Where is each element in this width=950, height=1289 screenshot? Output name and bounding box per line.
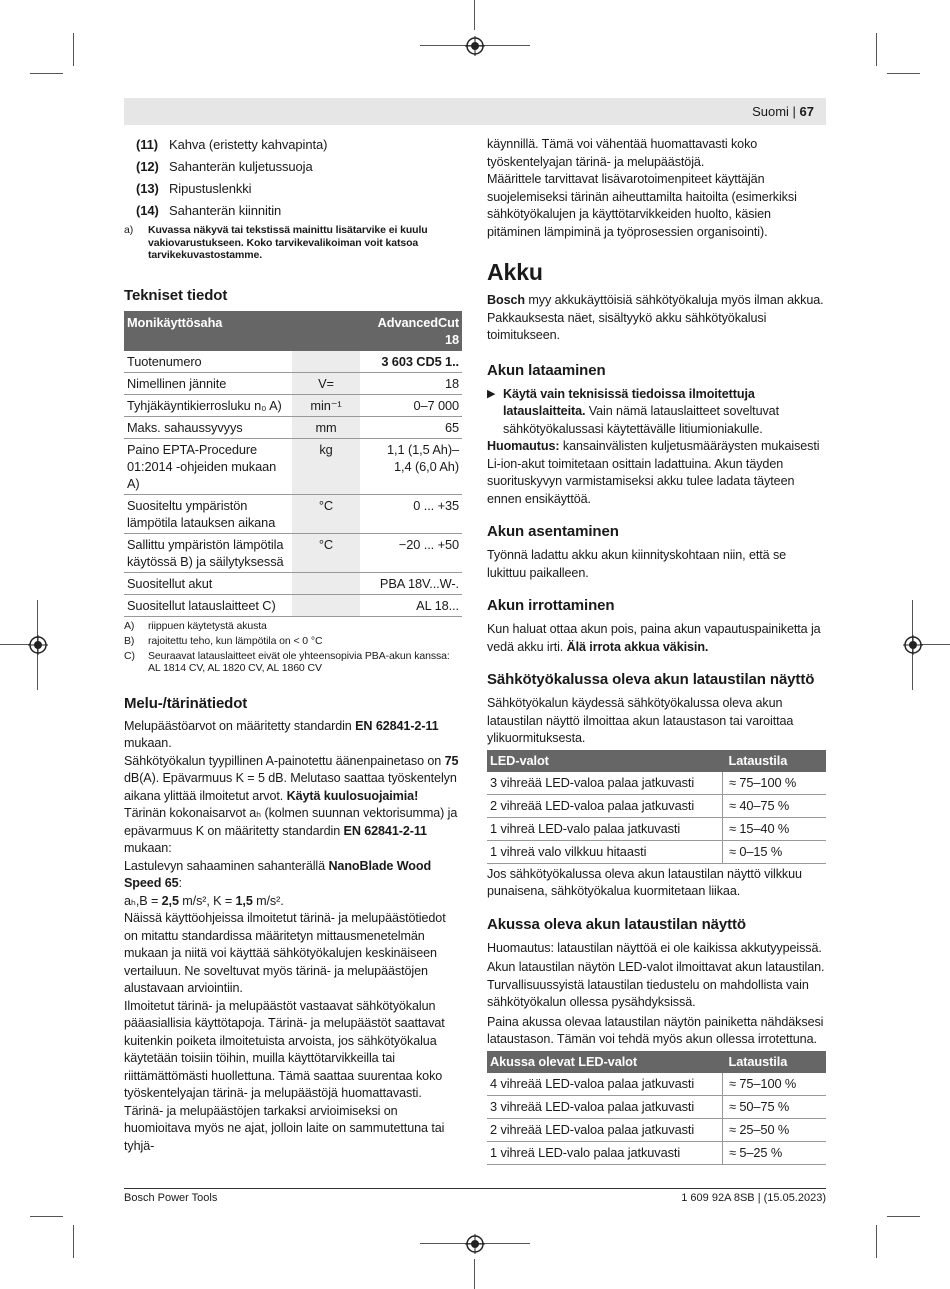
tech-footnote — [124, 650, 462, 674]
led-row — [487, 817, 826, 840]
noise-p4 — [124, 858, 462, 893]
left-column — [124, 136, 462, 1155]
charge-state: ≈ 75–100 % — [723, 1073, 827, 1096]
value: 1,5 — [235, 893, 253, 908]
tool-col-state: Lataustila — [723, 750, 827, 772]
crop-mark — [73, 1225, 74, 1258]
legend-note-text: Kuvassa näkyvä tai tekstissä mainittu lisätarvike ei kuulu vakiovarustukseen. Koko tarvikevalikoiman voit katsoa tarvikekuvastostamme. — [148, 224, 428, 261]
crop-mark — [474, 1259, 475, 1289]
legend-text: Ripustuslenkki — [169, 181, 252, 196]
warning: Älä irrota akkua väkisin. — [566, 639, 709, 654]
battery-note: Huomautus: lataustilan näyttöä ei ole kaikissa akkutyypeissä. — [487, 940, 822, 955]
tool-col-led: LED-valot — [487, 750, 723, 772]
footer-docnumber: 1 609 92A 8SB | (15.05.2023) — [681, 1192, 826, 1204]
text: mukaan. — [124, 736, 172, 750]
tech-unit: °C — [292, 494, 360, 533]
legend-number: (13) — [136, 181, 159, 196]
tech-row — [124, 594, 462, 616]
text: Tärinän kokonaisarvot aₕ (kolmen suunnan vektorisumma) ja epävarmuus K on määritetty standardin — [124, 806, 458, 838]
tech-label: Paino EPTA-Procedure 01:2014 -ohjeiden mukaan A) — [124, 438, 292, 494]
text: Melupäästöarvot on määritetty standardin — [124, 718, 356, 733]
noise-p6: Näissä käyttöohjeissa ilmoitetut tärinä- ja melupäästötiedot on mitattu standardissa määritetyn mittausmenetelmän mukaan ja niitä voi käyttää sähkötyökalujen keskinäiseen vertailuun. Ne soveltuvat myös tärinä- ja melupäästöjen alustavaan arviointiin. — [124, 911, 446, 995]
text: Vain nämä latauslaitteet soveltuvat sähkötyökalussasi käytettävälle litiumioniakulle. — [503, 404, 779, 436]
registration-mark-icon — [465, 1234, 485, 1254]
battery-indicator-heading: Akussa oleva akun lataustilan näyttö — [487, 915, 746, 933]
header-page-number: 67 — [799, 104, 814, 119]
registration-mark-icon — [28, 635, 48, 655]
tech-unit — [292, 572, 360, 594]
tech-heading: Tekniset tiedot — [124, 286, 228, 304]
footer-rule — [124, 1188, 826, 1189]
right-column — [487, 136, 826, 1165]
tech-unit: °C — [292, 533, 360, 572]
led-description: 1 vihreä valo vilkkuu hitaasti — [487, 840, 723, 863]
right-p-measures: Määrittele tarvittavat lisävarotoimenpiteet käyttäjän suojelemiseksi tärinän aiheuttamilta haitoilta (esimerkiksi sähkötyökalujen ja käyttötarvikkeiden huolto, käsien pitäminen lämpiminä ja työprosessien organisointi). — [487, 172, 797, 239]
tech-row — [124, 394, 462, 416]
tech-table-header — [124, 311, 462, 351]
legend-text: Sahanterän kuljetussuoja — [169, 159, 313, 174]
battery-col-led: Akussa olevat LED-valot — [487, 1051, 723, 1073]
registration-mark-icon — [903, 635, 923, 655]
noise-p5 — [124, 893, 462, 911]
tech-label: Suositellut akut — [124, 572, 292, 594]
led-row — [487, 1118, 826, 1141]
text: dB(A). Epävarmuus K = 5 dB. Melutaso saattaa työskentelyn aikana ylittää ilmoitetut arvot. — [124, 771, 457, 803]
tech-label: Maks. sahaussyvyys — [124, 416, 292, 438]
crop-mark — [920, 644, 950, 645]
led-description: 1 vihreä LED-valo palaa jatkuvasti — [487, 817, 723, 840]
tech-value: 65 — [360, 416, 462, 438]
tech-value: 18 — [360, 372, 462, 394]
tech-row — [124, 438, 462, 494]
crop-mark — [0, 644, 30, 645]
akku-intro — [487, 292, 826, 345]
footnote-mark: A) — [124, 619, 135, 632]
crop-mark — [474, 0, 475, 30]
led-description: 3 vihreää LED-valoa palaa jatkuvasti — [487, 772, 723, 795]
crop-mark — [30, 73, 63, 74]
crop-mark — [887, 1216, 920, 1217]
text: myy akkukäyttöisiä sähkötyökaluja myös ilman akkua. Pakkauksesta näet, sisältyykö akku sähkötyökalusi toimitukseen. — [487, 293, 824, 342]
tech-footnotes — [124, 620, 462, 674]
remove-heading: Akun irrottaminen — [487, 597, 615, 614]
tech-label: Nimellinen jännite — [124, 372, 292, 394]
blade-name: NanoBlade Wood Speed 65 — [124, 858, 432, 890]
tech-value: −20 ... +50 — [360, 533, 462, 572]
insert-text: Työnnä ladattu akku akun kiinnityskohtaan niin, että se lukittuu paikalleen. — [487, 548, 787, 580]
akku-title: Akku — [487, 259, 543, 285]
tech-value: AL 18... — [360, 594, 462, 616]
text: Kun haluat ottaa akun pois, paina akun vapautuspainiketta ja vedä akku irti. — [487, 622, 821, 654]
tech-value: 3 603 CD5 1.. — [360, 351, 462, 373]
bullet-arrow-icon: ▶ — [487, 387, 496, 400]
charge-state: ≈ 5–25 % — [723, 1141, 827, 1164]
led-row — [487, 794, 826, 817]
footnote-text: rajoitettu teho, kun lämpötila on < 0 °C — [148, 634, 323, 647]
legend-text: Sahanterän kiinnitin — [169, 203, 282, 218]
noise-p3 — [124, 805, 462, 858]
footer-publisher: Bosch Power Tools — [124, 1192, 218, 1204]
standard: EN 62841-2-11 — [355, 718, 439, 733]
charge-state: ≈ 25–50 % — [723, 1118, 827, 1141]
tech-row — [124, 533, 462, 572]
tech-row — [124, 372, 462, 394]
charge-state: ≈ 0–15 % — [723, 840, 827, 863]
led-description: 1 vihreä LED-valo palaa jatkuvasti — [487, 1141, 723, 1164]
tech-label: Suositeltu ympäristön lämpötila latauksen aikana — [124, 494, 292, 533]
crop-mark — [876, 1225, 877, 1258]
text: m/s², K = — [178, 893, 236, 908]
crop-mark — [887, 73, 920, 74]
legend-note-mark: a) — [124, 224, 134, 236]
text: aₕ,B = — [124, 893, 162, 908]
noise-p2 — [124, 753, 462, 806]
right-p-cont: käynnillä. Tämä voi vähentää huomattavasti koko työskentelyajan tärinä- ja melupäästöjä. — [487, 137, 758, 169]
battery-led-table-header — [487, 1051, 826, 1073]
legend-item — [136, 180, 462, 197]
text: Sähkötyökalun tyypillinen A-painotettu äänenpainetaso on — [124, 753, 445, 768]
charging-bullet-text — [503, 386, 826, 439]
charge-state: ≈ 40–75 % — [723, 794, 827, 817]
tech-value: 0–7 000 — [360, 394, 462, 416]
crop-mark — [876, 33, 877, 66]
led-row — [487, 1095, 826, 1118]
led-description: 2 vihreää LED-valoa palaa jatkuvasti — [487, 794, 723, 817]
value: 2,5 — [161, 893, 179, 908]
tool-indicator-heading: Sähkötyökalussa oleva akun lataustilan näyttö — [487, 671, 815, 688]
charging-bullet — [487, 386, 826, 439]
standard: EN 62841-2-11 — [343, 823, 427, 838]
note-label: Huomautus: — [487, 439, 560, 453]
footnote-mark: B) — [124, 634, 135, 647]
charge-state: ≈ 50–75 % — [723, 1095, 827, 1118]
tool-led-table-header — [487, 750, 826, 772]
tech-col-model: AdvancedCut 18 — [360, 311, 462, 351]
legend-text: Kahva (eristetty kahvapinta) — [169, 137, 328, 152]
tech-label: Suositellut latauslaitteet C) — [124, 594, 292, 616]
text: mukaan: — [124, 841, 172, 855]
charging-note — [487, 438, 826, 508]
crop-mark — [30, 1216, 63, 1217]
tech-value: 0 ... +35 — [360, 494, 462, 533]
battery-text1: Akun lataustilan näytön LED-valot ilmoittavat akun lataustilan. Turvallisuussyistä lataustilan tiedustelu on mahdollista vain sähkötyökalun ollessa pysähdyksissä. — [487, 960, 825, 1009]
led-row — [487, 1141, 826, 1164]
legend-number: (12) — [136, 159, 159, 174]
battery-col-state: Lataustila — [723, 1051, 827, 1073]
tech-unit — [292, 594, 360, 616]
battery-text2: Paina akussa olevaa lataustilan näytön painiketta nähdäksesi lataustason. Tämän voi tehdä myös akun ollessa irrotettuna. — [487, 1014, 824, 1046]
tech-unit — [292, 351, 360, 373]
tech-value: 1,1 (1,5 Ah)– 1,4 (6,0 Ah) — [360, 438, 462, 494]
tech-unit: mm — [292, 416, 360, 438]
led-description: 4 vihreää LED-valoa palaa jatkuvasti — [487, 1073, 723, 1096]
tool-indicator-text: Sähkötyökalun käydessä sähkötyökalussa oleva akun lataustilan näyttö ilmoittaa akun lataustason tai varoittaa ylikuormituksesta. — [487, 696, 794, 745]
tech-row — [124, 416, 462, 438]
tech-row — [124, 351, 462, 373]
tech-col-product: Monikäyttösaha — [124, 311, 360, 351]
page-header: Suomi | 67 — [752, 104, 814, 119]
charge-state: ≈ 15–40 % — [723, 817, 827, 840]
warning: Käytä kuulosuojaimia! — [286, 788, 419, 803]
tool-after: Jos sähkötyökalussa oleva akun lataustilan näyttö vilkkuu punaisena, sähkötyökalua kuormitetaan liikaa. — [487, 866, 802, 898]
text: : — [178, 876, 182, 890]
led-row — [487, 840, 826, 863]
legend-number: (14) — [136, 203, 159, 218]
tech-label: Tuotenumero — [124, 351, 292, 373]
led-row — [487, 1073, 826, 1096]
battery-led-table — [487, 1051, 826, 1165]
led-description: 3 vihreää LED-valoa palaa jatkuvasti — [487, 1095, 723, 1118]
remove-text — [487, 621, 826, 656]
legend-item — [136, 202, 462, 219]
footnote-text: riippuen käytetystä akusta — [148, 619, 267, 632]
text-bold: Käytä vain teknisissä tiedoissa ilmoitettuja latauslaitteita. — [503, 386, 755, 418]
insert-heading: Akun asentaminen — [487, 523, 619, 540]
brand: Bosch — [487, 293, 525, 307]
crop-mark — [73, 33, 74, 66]
legend-list — [124, 136, 462, 219]
value: 75 — [444, 753, 459, 768]
page-header-bar — [124, 98, 826, 125]
tech-footnote — [124, 635, 462, 647]
footnote-mark: C) — [124, 649, 135, 662]
legend-item — [136, 158, 462, 175]
tech-label: Tyhjäkäyntikierrosluku n₀ A) — [124, 394, 292, 416]
led-row — [487, 772, 826, 795]
noise-p8: Tärinä- ja melupäästöjen tarkaksi arvioimiseksi on huomioitava myös ne ajat, jolloin laite on sammutettuna tai tyhjä- — [124, 1103, 445, 1153]
tool-led-table — [487, 750, 826, 864]
noise-p1 — [124, 718, 462, 753]
tech-row — [124, 572, 462, 594]
charging-heading: Akun lataaminen — [487, 361, 606, 379]
charge-state: ≈ 75–100 % — [723, 772, 827, 795]
tech-unit: V= — [292, 372, 360, 394]
registration-mark-icon — [465, 36, 485, 56]
text: m/s². — [252, 893, 284, 908]
noise-heading: Melu-/tärinätiedot — [124, 694, 248, 712]
led-description: 2 vihreää LED-valoa palaa jatkuvasti — [487, 1118, 723, 1141]
header-language: Suomi — [752, 104, 789, 119]
tech-footnote — [124, 620, 462, 632]
tech-value: PBA 18V...W-. — [360, 572, 462, 594]
tech-table — [124, 311, 462, 617]
text: kansainvälisten kuljetusmääräysten mukaisesti Li-ion-akut toimitetaan osittain ladattuina. Akun täyden suorituskyvyn varmistamiseksi akku tulee ladata täyteen ennen ensikäyttöä. — [487, 439, 820, 506]
tech-unit: kg — [292, 438, 360, 494]
tech-unit: min⁻¹ — [292, 394, 360, 416]
tech-row — [124, 494, 462, 533]
tech-label: Sallittu ympäristön lämpötila käytössä B) ja säilytyksessä — [124, 533, 292, 572]
noise-p7: Ilmoitetut tärinä- ja melupäästöt vastaavat sähkötyökalun pääasiallisia käyttötapoja. Tärinä- ja melupäästöt saattavat kuitenkin poiketa ilmoitetuista arvoista, jos sähkötyökalua käytetään toisiin töihin, muilla käyttötarvikkeilla tai riittämättömästi huollettuna. Tämä saattaa suurentaa koko työskentelyajan tärinä- ja melupäästöjä huomattavasti. — [124, 998, 445, 1100]
text: Lastulevyn sahaaminen sahanterällä — [124, 858, 329, 873]
legend-number: (11) — [136, 137, 159, 152]
footnote-text: Seuraavat latauslaitteet eivät ole yhteensopivia PBA-akun kanssa: AL 1814 CV, AL 1820 CV, AL 1860 CV — [148, 649, 450, 674]
legend-note — [124, 224, 462, 262]
legend-item — [136, 136, 462, 153]
